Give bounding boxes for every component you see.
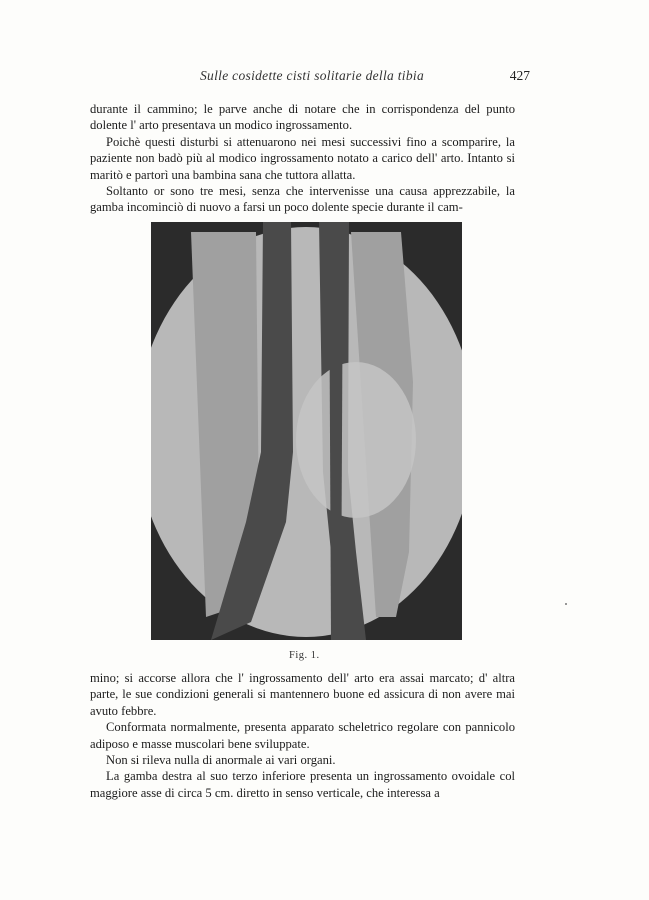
print-speck xyxy=(565,603,567,605)
paragraph: Poichè questi disturbi si attenuarono nei mesi successivi fino a scomparire, la paziente non badò più al modico ingrossamento notato a carico dell' arto. Intanto si maritò e partorì una bambina sana che tuttora allatta. xyxy=(90,134,515,182)
fibula-shaft xyxy=(329,232,343,640)
running-header xyxy=(90,68,530,88)
page-number: 427 xyxy=(509,68,530,83)
paragraph: durante il cammino; le parve anche di notare che in corrispondenza del punto dolente l' arto presentava un modico ingrossamento. xyxy=(90,102,515,133)
xray-image xyxy=(151,222,462,640)
body-text-top xyxy=(90,101,515,216)
running-title: Sulle cosidette cisti solitarie della tibia xyxy=(200,68,424,83)
paragraph: Non si rileva nulla di anormale ai vari organi. xyxy=(106,753,336,768)
cyst-shadow xyxy=(296,362,416,518)
paragraph: La gamba destra al suo terzo inferiore presenta un ingrossamento ovoidale col maggiore asse di circa 5 cm. diretto in senso verticale, che interessa a xyxy=(90,769,515,800)
body-text-bottom xyxy=(90,670,515,801)
paragraph: Conformata normalmente, presenta apparato scheletrico regolare con pannicolo adiposo e masse muscolari bene sviluppate. xyxy=(90,720,515,751)
xray-figure xyxy=(151,222,462,640)
figure-caption: Fig. 1. xyxy=(289,650,320,661)
paragraph: mino; si accorse allora che l' ingrossamento dell' arto era assai marcato; d' altra parte, le sue condizioni generali si mantennero buone ed assicura di non avere mai avuto febbre. xyxy=(90,671,515,718)
paragraph: Soltanto or sono tre mesi, senza che intervenisse una causa apprezzabile, la gamba incominciò di nuovo a farsi un poco dolente specie durante il cam- xyxy=(90,184,515,215)
